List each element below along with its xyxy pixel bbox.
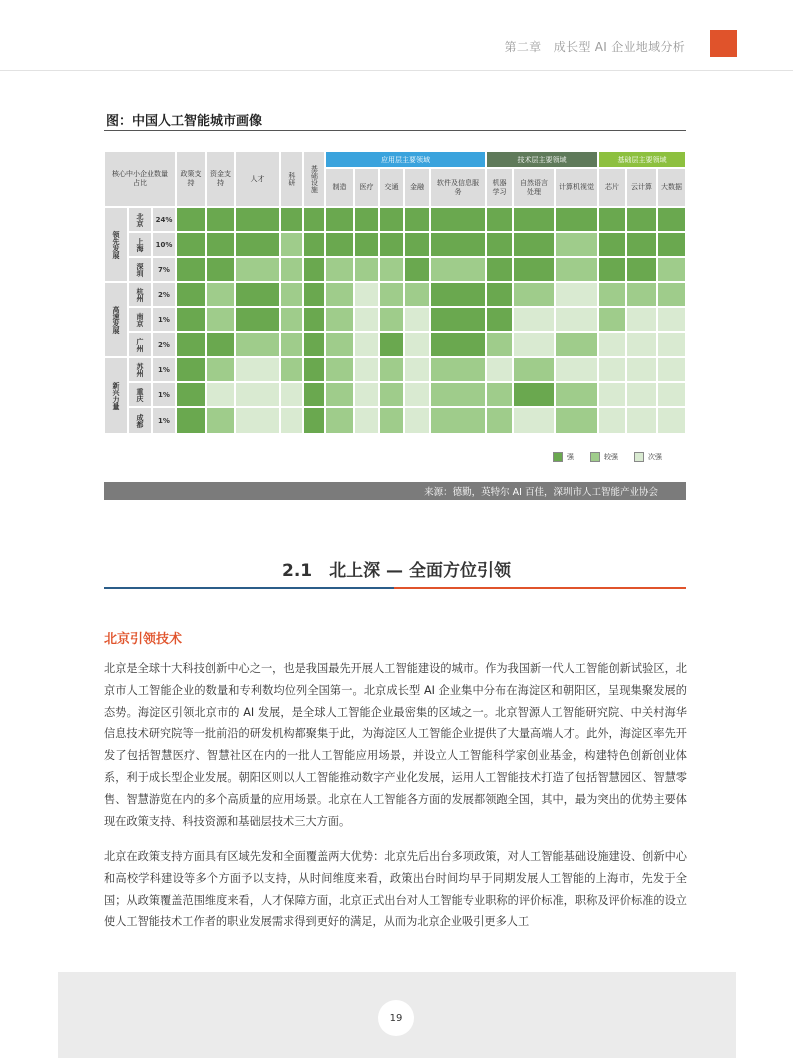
matrix-cell bbox=[513, 282, 555, 307]
row-city-label bbox=[128, 207, 152, 232]
column-header-label: 金融 bbox=[410, 183, 424, 192]
column-header bbox=[280, 151, 303, 207]
column-header-label: 医疗 bbox=[359, 183, 374, 192]
column-header-label: 大数据 bbox=[661, 183, 682, 192]
matrix-cell bbox=[280, 257, 303, 282]
column-header-label: 基础设施 bbox=[310, 165, 319, 193]
row-share-value: 24% bbox=[152, 207, 176, 232]
matrix-cell bbox=[657, 307, 686, 332]
row-city-text: 广州 bbox=[136, 337, 144, 352]
matrix-cell bbox=[513, 307, 555, 332]
column-header-label: 交通 bbox=[384, 183, 399, 192]
matrix-cell bbox=[325, 307, 354, 332]
row-city-label bbox=[128, 307, 152, 332]
row-city-text: 深圳 bbox=[136, 262, 144, 277]
matrix-cell bbox=[303, 207, 325, 232]
row-city-label bbox=[128, 232, 152, 257]
matrix-cell bbox=[176, 332, 206, 357]
legend-item bbox=[553, 452, 574, 462]
matrix-cell bbox=[280, 357, 303, 382]
matrix-cell bbox=[206, 382, 235, 407]
matrix-cell bbox=[354, 307, 379, 332]
column-header-label: 科研 bbox=[287, 172, 296, 186]
column-header bbox=[430, 168, 486, 207]
matrix-cell bbox=[354, 382, 379, 407]
matrix-cell bbox=[404, 257, 430, 282]
matrix-cell bbox=[206, 257, 235, 282]
matrix-cell bbox=[206, 207, 235, 232]
row-city-label bbox=[128, 407, 152, 434]
legend-item bbox=[634, 452, 662, 462]
matrix-cell bbox=[354, 232, 379, 257]
column-header bbox=[598, 168, 626, 207]
matrix-cell bbox=[176, 282, 206, 307]
matrix-cell bbox=[486, 207, 513, 232]
row-city-label bbox=[128, 282, 152, 307]
matrix-cell bbox=[555, 407, 598, 434]
legend-swatch bbox=[590, 452, 600, 462]
matrix-cell bbox=[354, 407, 379, 434]
matrix-cell bbox=[486, 332, 513, 357]
paragraph-1: 北京是全球十大科技创新中心之一，也是我国最先开展人工智能建设的城市。作为我国新一代人工智能创新试验区，北京市人工智能企业的数量和专利数均位列全国第一。北京成长型 AI 企业集中分布在海淀区和朝阳区，呈现集聚发展的态势。海淀区引领北京市的 AI 发展，是全球人工智能企业最密集的区域之一。北京智源人工智能研究院、中关村海华信息技术研究院等一批前沿的研发机构都聚集于此，为海淀区人工智能企业提供了大量高端人才。此外，海淀区率先开发了包括智慧医疗、智慧社区在内的一批人工智能应用场景，并设立人工智能科学家创业基金，构建特色创新创业体系，利于成长型企业发展。朝阳区则以人工智能推动数字产业化发展，运用人工智能技术打造了包括智慧园区、智慧零售、智慧游览在内的多个高质量的应用场景。北京在人工智能各方面的发展都领跑全国，其中，最为突出的优势主要体现在政策支持、科技资源和基础层技术三大方面。 bbox=[104, 662, 687, 828]
matrix-cell bbox=[235, 307, 280, 332]
matrix-cell bbox=[430, 207, 486, 232]
matrix-cell bbox=[325, 357, 354, 382]
matrix-cell bbox=[176, 357, 206, 382]
row-city-text: 苏州 bbox=[136, 362, 144, 377]
matrix-cell bbox=[379, 257, 404, 282]
matrix-cell bbox=[513, 357, 555, 382]
row-city-text: 南京 bbox=[136, 312, 144, 327]
column-header bbox=[379, 168, 404, 207]
matrix-cell bbox=[486, 382, 513, 407]
column-header bbox=[354, 168, 379, 207]
matrix-cell bbox=[176, 407, 206, 434]
matrix-cell bbox=[404, 407, 430, 434]
column-header bbox=[513, 168, 555, 207]
paragraph-2: 北京在政策支持方面具有区域先发和全面覆盖两大优势：北京先后出台多项政策，对人工智能基础设施建设、创新中心和高校学科建设等多个方面予以支持，从时间维度来看，政策出台时间均早于同期发展人工智能的上海市，先发于全国；从政策覆盖范围维度来看，人才保障方面，北京正式出台对人工智能专业职称的评价标准，职称及评价标准的设立使人工智能技术工作者的职业发展需求得到更好的满足，从而为北京企业吸引更多人工 bbox=[104, 850, 687, 929]
figure-title-rule bbox=[104, 130, 686, 131]
matrix-cell bbox=[235, 207, 280, 232]
column-header-label: 计算机视觉 bbox=[559, 183, 594, 192]
column-header bbox=[626, 168, 657, 207]
column-header bbox=[404, 168, 430, 207]
matrix-cell bbox=[206, 357, 235, 382]
matrix-cell bbox=[280, 382, 303, 407]
column-header-label: 软件及信息服务 bbox=[437, 178, 479, 196]
column-header-label: 芯片 bbox=[605, 183, 619, 192]
group-header: 应用层主要领域 bbox=[325, 151, 486, 168]
matrix-cell bbox=[325, 382, 354, 407]
row-group-label bbox=[104, 207, 128, 282]
matrix-cell bbox=[555, 207, 598, 232]
matrix-cell bbox=[354, 332, 379, 357]
row-group-text: 高速发展 bbox=[112, 305, 120, 334]
matrix-cell bbox=[379, 232, 404, 257]
page-number: 19 bbox=[378, 1000, 414, 1036]
matrix-cell bbox=[430, 382, 486, 407]
row-city-label bbox=[128, 382, 152, 407]
matrix-cell bbox=[280, 407, 303, 434]
row-share-value: 1% bbox=[152, 357, 176, 382]
column-header bbox=[176, 151, 206, 207]
row-group-text: 新兴力量 bbox=[112, 381, 120, 410]
row-group-label bbox=[104, 357, 128, 434]
matrix-cell bbox=[657, 407, 686, 434]
row-city-text: 成都 bbox=[136, 413, 144, 428]
matrix-cell bbox=[325, 332, 354, 357]
header-divider bbox=[0, 70, 793, 71]
group-header: 技术层主要领域 bbox=[486, 151, 598, 168]
matrix-cell bbox=[354, 282, 379, 307]
matrix-cell bbox=[513, 207, 555, 232]
row-city-text: 杭州 bbox=[136, 287, 144, 302]
matrix-cell bbox=[354, 357, 379, 382]
matrix-cell bbox=[598, 282, 626, 307]
matrix-cell bbox=[176, 307, 206, 332]
matrix-cell bbox=[235, 382, 280, 407]
matrix-cell bbox=[176, 207, 206, 232]
matrix-cell bbox=[325, 257, 354, 282]
matrix-cell bbox=[626, 282, 657, 307]
column-header bbox=[486, 168, 513, 207]
matrix-cell bbox=[430, 357, 486, 382]
matrix-cell bbox=[235, 357, 280, 382]
matrix-cell bbox=[354, 257, 379, 282]
matrix-cell bbox=[626, 382, 657, 407]
matrix-cell bbox=[598, 207, 626, 232]
matrix-cell bbox=[598, 307, 626, 332]
matrix-cell bbox=[404, 232, 430, 257]
matrix-cell bbox=[555, 232, 598, 257]
column-header bbox=[555, 168, 598, 207]
matrix-cell bbox=[598, 232, 626, 257]
column-header-label: 自然语言处理 bbox=[520, 178, 548, 196]
matrix-cell bbox=[430, 407, 486, 434]
matrix-cell bbox=[280, 332, 303, 357]
matrix-cell bbox=[303, 232, 325, 257]
matrix-cell bbox=[206, 332, 235, 357]
row-city-text: 上海 bbox=[136, 237, 144, 252]
row-group-text: 领先发展 bbox=[112, 230, 120, 259]
matrix-cell bbox=[598, 357, 626, 382]
section-rule-orange bbox=[394, 587, 686, 589]
matrix-cell bbox=[404, 307, 430, 332]
matrix-cell bbox=[303, 357, 325, 382]
matrix-cell bbox=[626, 257, 657, 282]
matrix-cell bbox=[486, 307, 513, 332]
matrix-cell bbox=[513, 232, 555, 257]
matrix-cell bbox=[235, 407, 280, 434]
legend-label: 较强 bbox=[604, 453, 618, 461]
column-header-label: 人才 bbox=[250, 174, 265, 183]
matrix-cell bbox=[325, 232, 354, 257]
matrix-cell bbox=[280, 307, 303, 332]
column-header-label: 制造 bbox=[332, 183, 347, 192]
legend-swatch bbox=[553, 452, 563, 462]
matrix-cell bbox=[555, 257, 598, 282]
row-group-label bbox=[104, 282, 128, 357]
matrix-cell bbox=[404, 282, 430, 307]
matrix-cell bbox=[513, 257, 555, 282]
matrix-cell bbox=[235, 282, 280, 307]
row-city-label bbox=[128, 357, 152, 382]
matrix-cell bbox=[303, 282, 325, 307]
column-header bbox=[206, 151, 235, 207]
legend-item bbox=[590, 452, 618, 462]
row-city-label bbox=[128, 257, 152, 282]
matrix-cell bbox=[598, 407, 626, 434]
matrix-cell bbox=[404, 382, 430, 407]
table-corner-label: 核心中小企业数量占比 bbox=[104, 151, 176, 207]
column-header bbox=[325, 168, 354, 207]
matrix-cell bbox=[626, 332, 657, 357]
figure-title: 图：中国人工智能城市画像 bbox=[106, 114, 263, 129]
matrix-cell bbox=[626, 407, 657, 434]
group-header: 基础层主要领域 bbox=[598, 151, 686, 168]
matrix-cell bbox=[404, 332, 430, 357]
matrix-cell bbox=[325, 407, 354, 434]
matrix-cell bbox=[379, 357, 404, 382]
matrix-cell bbox=[657, 382, 686, 407]
matrix-cell bbox=[206, 307, 235, 332]
row-share-value: 10% bbox=[152, 232, 176, 257]
matrix-cell bbox=[486, 357, 513, 382]
matrix-cell bbox=[555, 382, 598, 407]
matrix-cell bbox=[657, 357, 686, 382]
row-city-label bbox=[128, 332, 152, 357]
matrix-cell bbox=[430, 232, 486, 257]
matrix-cell bbox=[598, 332, 626, 357]
matrix-cell bbox=[486, 282, 513, 307]
matrix-cell bbox=[598, 382, 626, 407]
matrix-cell bbox=[303, 257, 325, 282]
row-share-value: 1% bbox=[152, 307, 176, 332]
row-share-value: 1% bbox=[152, 407, 176, 434]
row-city-text: 重庆 bbox=[136, 387, 144, 402]
matrix-cell bbox=[430, 257, 486, 282]
matrix-cell bbox=[235, 332, 280, 357]
column-header-label: 机器学习 bbox=[492, 178, 507, 196]
matrix-cell bbox=[235, 257, 280, 282]
matrix-cell bbox=[303, 382, 325, 407]
column-header bbox=[657, 168, 686, 207]
column-header bbox=[303, 151, 325, 207]
legend bbox=[553, 452, 662, 462]
matrix-cell bbox=[206, 282, 235, 307]
matrix-cell bbox=[626, 207, 657, 232]
matrix-cell bbox=[280, 282, 303, 307]
matrix-cell bbox=[555, 307, 598, 332]
header-accent-block bbox=[710, 30, 737, 57]
matrix-cell bbox=[486, 257, 513, 282]
legend-label: 次强 bbox=[648, 453, 662, 461]
matrix-cell bbox=[280, 232, 303, 257]
matrix-cell bbox=[486, 232, 513, 257]
subsection-title: 北京引领技术 bbox=[104, 632, 183, 647]
matrix-cell bbox=[303, 307, 325, 332]
matrix-cell bbox=[176, 232, 206, 257]
section-rule-blue bbox=[104, 587, 394, 589]
matrix-cell bbox=[379, 307, 404, 332]
row-share-value: 7% bbox=[152, 257, 176, 282]
matrix-cell bbox=[379, 282, 404, 307]
matrix-cell bbox=[176, 382, 206, 407]
source-bar: 来源：德勤，英特尔 AI 百佳，深圳市人工智能产业协会 bbox=[104, 482, 686, 500]
matrix-cell bbox=[430, 332, 486, 357]
row-share-value: 2% bbox=[152, 332, 176, 357]
column-header-label: 资金支持 bbox=[210, 170, 231, 187]
row-city-text: 北京 bbox=[136, 212, 144, 227]
matrix-cell bbox=[379, 332, 404, 357]
matrix-cell bbox=[626, 357, 657, 382]
matrix-cell bbox=[430, 307, 486, 332]
matrix-cell bbox=[657, 232, 686, 257]
matrix-cell bbox=[555, 332, 598, 357]
matrix-cell bbox=[379, 407, 404, 434]
matrix-cell bbox=[626, 232, 657, 257]
matrix-cell bbox=[325, 207, 354, 232]
matrix-cell bbox=[657, 207, 686, 232]
matrix-cell bbox=[280, 207, 303, 232]
matrix-cell bbox=[513, 407, 555, 434]
matrix-cell bbox=[206, 232, 235, 257]
matrix-cell bbox=[404, 207, 430, 232]
city-profile-table bbox=[104, 151, 686, 434]
matrix-cell bbox=[379, 382, 404, 407]
matrix-cell bbox=[657, 282, 686, 307]
matrix-cell bbox=[303, 407, 325, 434]
legend-swatch bbox=[634, 452, 644, 462]
legend-label: 强 bbox=[567, 453, 574, 461]
section-title: 2.1 北上深 — 全面方位引领 bbox=[282, 561, 511, 581]
matrix-cell bbox=[176, 257, 206, 282]
matrix-cell bbox=[235, 232, 280, 257]
matrix-cell bbox=[657, 257, 686, 282]
matrix-cell bbox=[379, 207, 404, 232]
matrix-cell bbox=[303, 332, 325, 357]
column-header-label: 云计算 bbox=[631, 183, 652, 192]
matrix-cell bbox=[513, 382, 555, 407]
row-share-value: 1% bbox=[152, 382, 176, 407]
matrix-cell bbox=[486, 407, 513, 434]
row-share-value: 2% bbox=[152, 282, 176, 307]
matrix-cell bbox=[598, 257, 626, 282]
matrix-cell bbox=[206, 407, 235, 434]
matrix-cell bbox=[325, 282, 354, 307]
matrix-cell bbox=[555, 282, 598, 307]
matrix-cell bbox=[404, 357, 430, 382]
matrix-cell bbox=[657, 332, 686, 357]
column-header bbox=[235, 151, 280, 207]
header-chapter: 第二章 成长型 AI 企业地域分析 bbox=[504, 40, 685, 54]
matrix-cell bbox=[430, 282, 486, 307]
matrix-cell bbox=[555, 357, 598, 382]
matrix-cell bbox=[354, 207, 379, 232]
matrix-cell bbox=[513, 332, 555, 357]
column-header-label: 政策支持 bbox=[180, 170, 202, 187]
matrix-cell bbox=[626, 307, 657, 332]
